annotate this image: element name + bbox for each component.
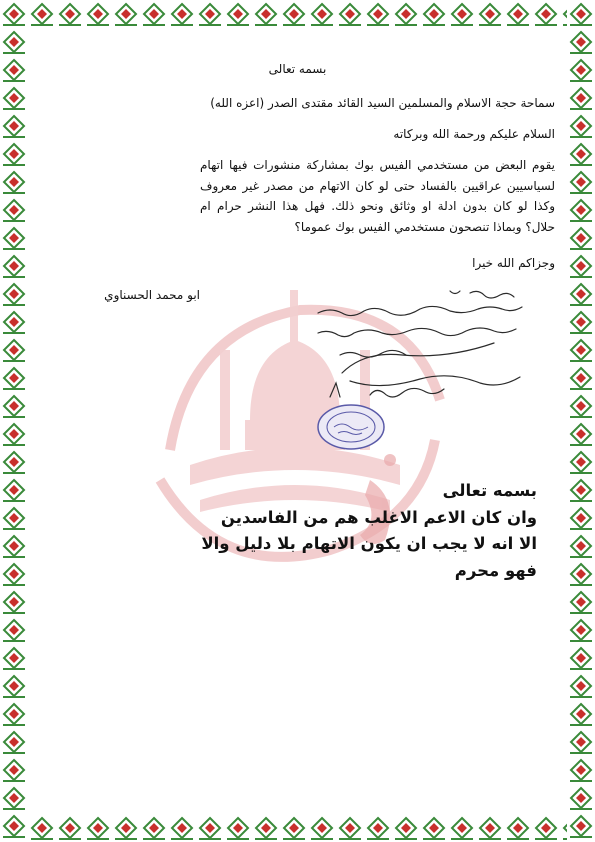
reply-line-2: وان كان الاعم الاغلب هم من الفاسدين [220, 507, 537, 527]
letter-sender: ابو محمد الحسناوي [104, 288, 200, 302]
letter-body: يقوم البعض من مستخدمي الفيس بوك بمشاركة منشورات فيها اتهام لسياسيين عراقيين بالفساد حتى لو كان الاتهام من مصدر غير معروف وكذا لو كان بدون ادلة او وثائق ونحو ذلك. فهل هذا النشر حرام ام حلال؟ وبماذا تنصحون مستخدمي الفيس بوك عموما؟ [200, 158, 555, 234]
reply-line-1: بسمه تعالى [442, 481, 537, 500]
reply-text [177, 478, 537, 584]
reply-line-3: الا انه لا يجب ان يكون الاتهام بلا دليل والا [201, 534, 537, 553]
letter-recipient: سماحة حجة الاسلام والمسلمين السيد القائد مقتدى الصدر (اعزه الله) [210, 96, 555, 110]
letter-heading: بسمه تعالى [268, 62, 327, 76]
letter-greeting: السلام عليكم ورحمة الله وبركاته [393, 127, 555, 141]
seal-stamp [316, 402, 386, 452]
letter-thanks: وجزاكم الله خيرا [472, 256, 555, 270]
reply-line-4: فهو محرم [454, 560, 537, 580]
